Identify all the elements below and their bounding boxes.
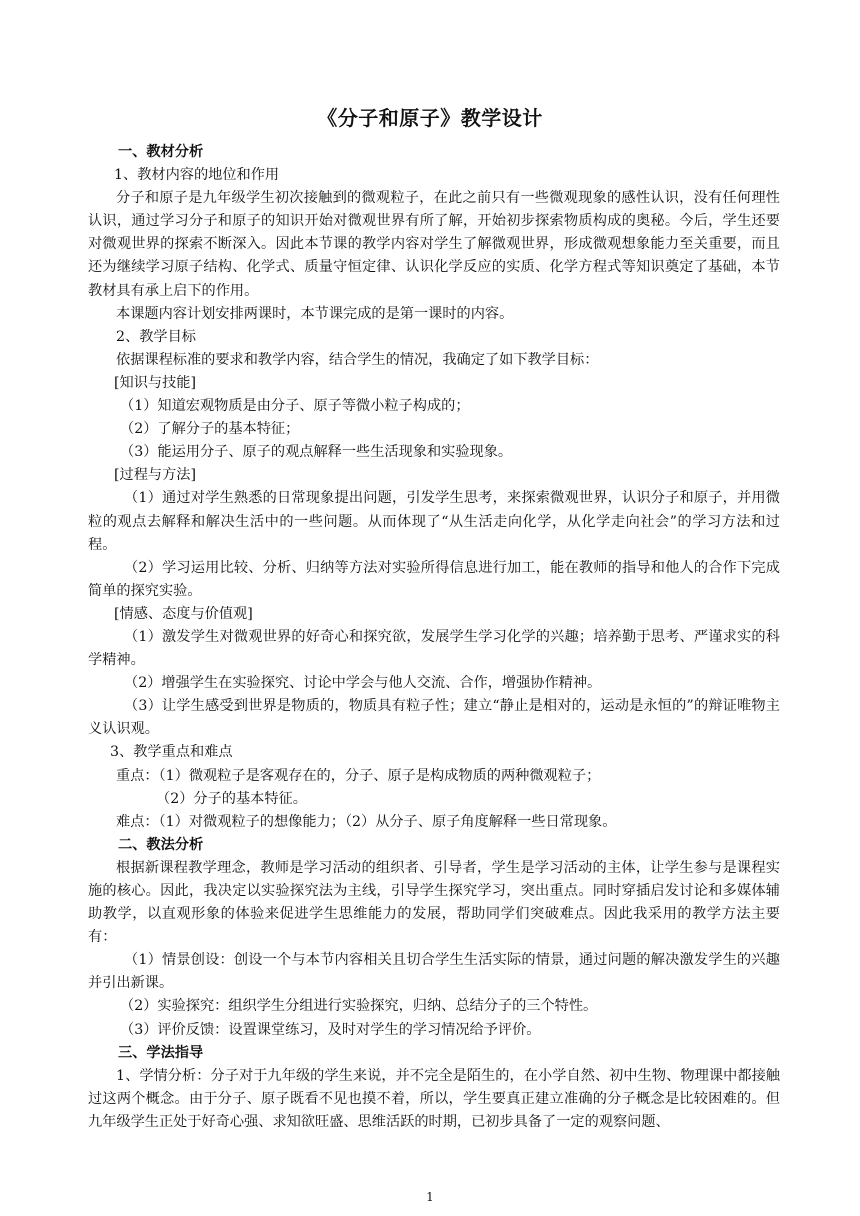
list-item: （3）让学生感受到世界是物质的，物质具有粒子性；建立“静止是相对的，运动是永恒的”的辩证唯物主义认识观。 — [88, 698, 780, 738]
list-item: （2）学习运用比较、分析、归纳等方法对实验所得信息进行加工，能在教师的指导和他人的合作下完成简单的探究实验。 — [88, 559, 780, 599]
paragraph: 依据课程标准的要求和教学内容，结合学生的情况，我确定了如下教学目标： — [116, 351, 599, 368]
list-item: （3）评价反馈：设置课堂练习，及时对学生的学习情况给予评价。 — [120, 1021, 541, 1038]
goal-category: [过程与方法] — [114, 467, 197, 484]
page-number: 1 — [426, 1190, 434, 1204]
list-item: （2）了解分子的基本特征； — [120, 421, 300, 438]
section-heading: 一、教材分析 — [118, 144, 204, 160]
paragraph: 根据新课程教学理念，教师是学习活动的组织者、引导者，学生是学习活动的主体，让学生参与是课程实施的核心。因此，我决定以实验探究法为主线，引导学生探究学习，突出重点。同时穿插启发讨论和多媒体辅助教学，以直观形象的体验来促进学生思维能力的发展，帮助同学们突破难点。因此我采用的教学方法主要有： — [88, 859, 780, 946]
key-point: 重点：（1）微观粒子是客观存在的，分子、原子是构成物质的两种微观粒子； — [116, 767, 601, 784]
paragraph: 本课题内容计划安排两课时，本节课完成的是第一课时的内容。 — [116, 305, 514, 322]
section-heading: 二、教法分析 — [118, 836, 204, 853]
list-item: （1）通过对学生熟悉的日常现象提出问题，引发学生思考，来探索微观世界，认识分子和原子，并用微粒的观点去解释和解决生活中的一些问题。从而体现了“从生活走向化学，从化学走向社会”的学习方法和过程。 — [88, 490, 780, 553]
document-title: 《分子和原子》教学设计 — [317, 106, 543, 130]
difficult-point: 难点：（1）对微观粒子的想像能力；（2）从分子、原子角度解释一些日常现象。 — [116, 813, 617, 830]
list-item: （1）情景创设：创设一个与本节内容相关且切合学生生活实际的情景，通过问题的解决激发学生的兴趣并引出新课。 — [88, 952, 780, 992]
goal-category: [知识与技能] — [114, 374, 197, 391]
list-item: （1）激发学生对微观世界的好奇心和探究欲，发展学生学习化学的兴趣；培养勤于思考、严谨求实的科学精神。 — [88, 628, 780, 669]
subsection-heading: 1、教材内容的地位和作用 — [114, 167, 280, 184]
list-item: （2）实验探究：组织学生分组进行实验探究，归纳、总结分子的三个特性。 — [120, 998, 598, 1015]
subsection-heading: 3、教学重点和难点 — [110, 744, 233, 761]
key-point: （2）分子的基本特征。 — [156, 790, 307, 807]
list-item: （1）知道宏观物质是由分子、原子等微小粒子构成的； — [120, 398, 470, 415]
subsection-heading: 2、教学目标 — [116, 328, 196, 345]
section-heading: 三、学法指导 — [118, 1044, 204, 1061]
document-body — [88, 141, 780, 1134]
list-item: （2）增强学生在实验探究、讨论中学会与他人交流、合作，增强协作精神。 — [124, 675, 602, 692]
list-item: （3）能运用分子、原子的观点解释一些生活现象和实验现象。 — [120, 444, 513, 461]
paragraph: 分子和原子是九年级学生初次接触到的微观粒子，在此之前只有一些微观现象的感性认识，没有任何理性认识，通过学习分子和原子的知识开始对微观世界有所了解，开始初步探索物质构成的奥秘。今后，学生还要对微观世界的探索不断深入。因此本节课的教学内容对学生了解微观世界，形成微观想象能力至关重要，而且还为继续学习原子结构、化学式、质量守恒定律、认识化学反应的实质、化学方程式等知识奠定了基础，本节教材具有承上启下的作用。 — [88, 190, 780, 299]
paragraph: 1、学情分析：分子对于九年级的学生来说，并不完全是陌生的，在小学自然、初中生物、物理课中都接触过这两个概念。由于分子、原子既看不见也摸不着，所以，学生要真正建立准确的分子概念是比较困难的。但九年级学生正处于好奇心强、求知欲旺盛、思维活跃的时期，已初步具备了一定的观察问题、 — [88, 1067, 780, 1130]
goal-category: [情感、态度与价值观] — [114, 605, 253, 622]
